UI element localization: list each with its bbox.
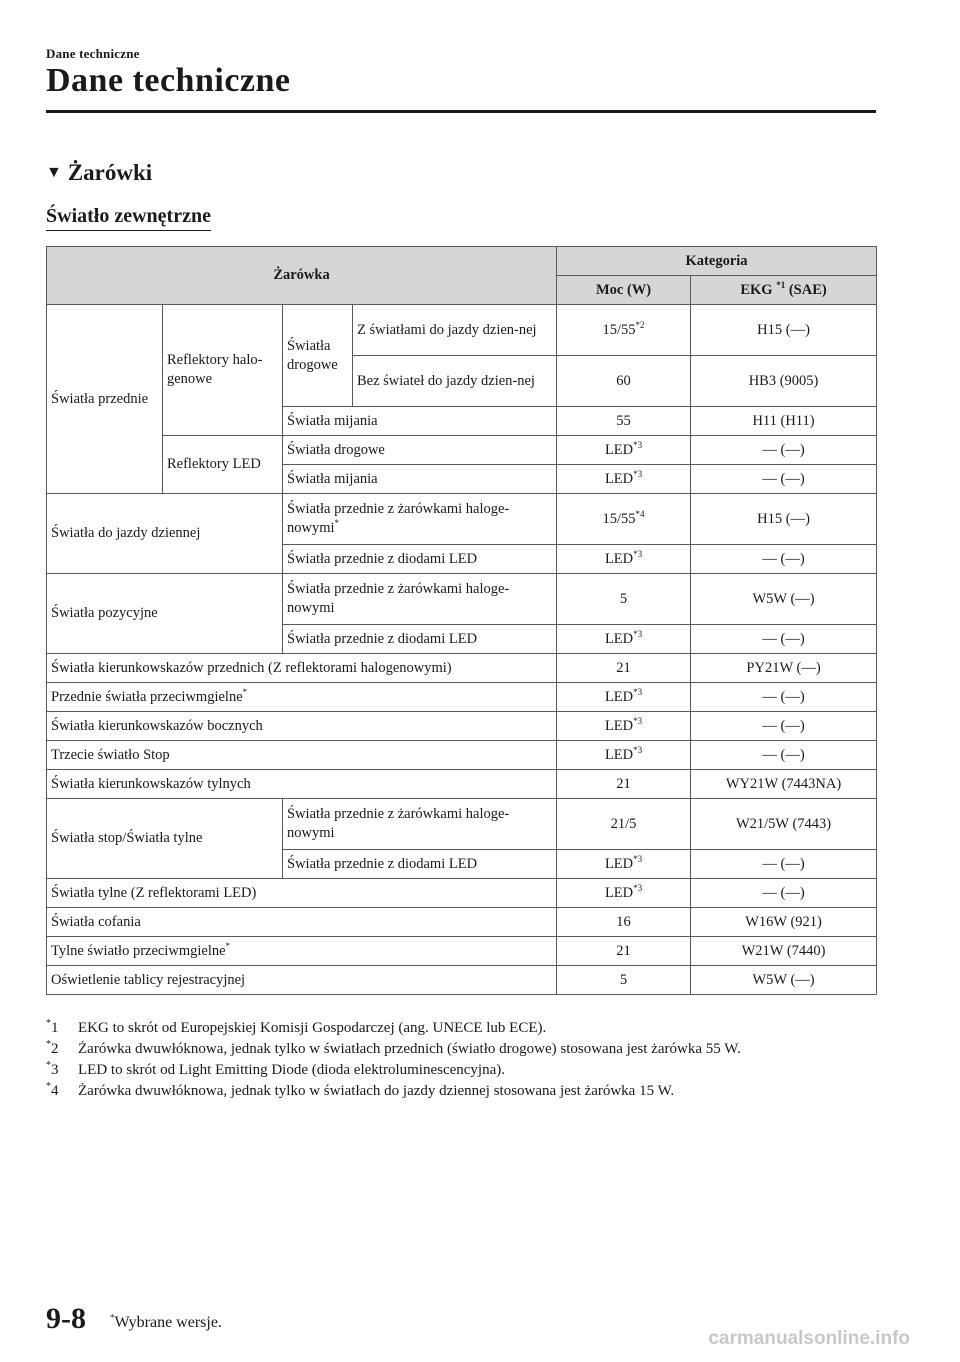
cell-power: 21/5 — [557, 799, 691, 850]
cell-power: LED$^{*3}$ — [557, 465, 691, 494]
cell-halogen-reflectors: Reflektory halo-genowe — [163, 305, 283, 436]
table-row — [47, 770, 877, 799]
cell-ekg: HB3 (9005) — [691, 356, 877, 407]
header-ekg: EKG $^{*1}$ (SAE) — [691, 276, 877, 305]
cell-power: LED$^{*3}$ — [557, 683, 691, 712]
cell-rear-fog: Tylne światło przeciwmgielne* — [47, 937, 557, 966]
cell-ekg: PY21W (―) — [691, 654, 877, 683]
cell-power: 21 — [557, 654, 691, 683]
cell-position-halogen: Światła przednie z żarówkami haloge-nowymi — [283, 574, 557, 625]
cell-led-low: Światła mijania — [283, 465, 557, 494]
cell-ekg: W21/5W (7443) — [691, 799, 877, 850]
cell-ekg: WY21W (7443NA) — [691, 770, 877, 799]
cell-power: LED$^{*3}$ — [557, 625, 691, 654]
cell-front-fog: Przednie światła przeciwmgielne* — [47, 683, 557, 712]
cell-drl-halogen: Światła przednie z żarówkami haloge-nowymi* — [283, 494, 557, 545]
cell-with-drl: Z światłami do jazdy dzien-nej — [353, 305, 557, 356]
cell-power: 60 — [557, 356, 691, 407]
cell-ekg: H15 (―) — [691, 305, 877, 356]
table-row — [47, 712, 877, 741]
table-row — [47, 879, 877, 908]
section-heading — [46, 160, 152, 186]
footnote-text: Żarówka dwuwłóknowa, jednak tylko w światłach do jazdy dziennej stosowana jest żarówka 15 W. — [78, 1083, 675, 1099]
cell-power: 21 — [557, 937, 691, 966]
cell-plate: Oświetlenie tablicy rejestracyjnej — [47, 966, 557, 995]
cell-power: 5 — [557, 966, 691, 995]
cell-tail-led: Światła tylne (Z reflektorami LED) — [47, 879, 557, 908]
cell-ekg: ― (―) — [691, 545, 877, 574]
table-row — [47, 741, 877, 770]
footnote: *3 LED to skrót od Light Emitting Diode (dioda elektroluminescencyjna). — [46, 1060, 886, 1081]
cell-ekg: ― (―) — [691, 741, 877, 770]
bulb-table — [46, 246, 877, 995]
cell-ekg: W5W (―) — [691, 966, 877, 995]
header-bulb: Żarówka — [47, 247, 557, 305]
cell-stop-halogen: Światła przednie z żarówkami haloge-nowymi — [283, 799, 557, 850]
cell-ekg: ― (―) — [691, 850, 877, 879]
cell-stop-tail: Światła stop/Światła tylne — [47, 799, 283, 879]
cell-power: LED$^{*3}$ — [557, 741, 691, 770]
cell-led-high: Światła drogowe — [283, 436, 557, 465]
cell-high-beam: Światła drogowe — [283, 305, 353, 407]
page-number: 9-8 — [46, 1302, 86, 1335]
footnote: *1 EKG to skrót od Europejskiej Komisji Gospodarczej (ang. UNECE lub ECE). — [46, 1018, 886, 1039]
cell-ekg: ― (―) — [691, 683, 877, 712]
cell-drl-led: Światła przednie z diodami LED — [283, 545, 557, 574]
cell-side-turn: Światła kierunkowskazów bocznych — [47, 712, 557, 741]
subsection-heading: Światło zewnętrzne — [46, 205, 211, 231]
cell-low-beam: Światła mijania — [283, 407, 557, 436]
footnote-text: LED to skrót od Light Emitting Diode (dioda elektroluminescencyjna). — [78, 1062, 505, 1078]
section-title: Żarówki — [67, 160, 153, 185]
header-power: Moc (W) — [557, 276, 691, 305]
cell-ekg: W16W (921) — [691, 908, 877, 937]
cell-power: LED$^{*3}$ — [557, 712, 691, 741]
header-rule — [46, 110, 876, 113]
cell-power: 15/55$^{*2}$ — [557, 305, 691, 356]
watermark: carmanualsonline.info — [708, 1328, 910, 1349]
cell-position-led: Światła przednie z diodami LED — [283, 625, 557, 654]
cell-power: 55 — [557, 407, 691, 436]
cell-stop-led: Światła przednie z diodami LED — [283, 850, 557, 879]
cell-without-drl: Bez świateł do jazdy dzien-nej — [353, 356, 557, 407]
cell-ekg: ― (―) — [691, 879, 877, 908]
cell-power: 16 — [557, 908, 691, 937]
cell-drl: Światła do jazdy dziennej — [47, 494, 283, 574]
table-row — [47, 654, 877, 683]
footnote-text: EKG to skrót od Europejskiej Komisji Gospodarczej (ang. UNECE lub ECE). — [78, 1020, 547, 1036]
chapter-title: Dane techniczne — [46, 62, 291, 99]
table-row — [47, 966, 877, 995]
cell-ekg: W21W (7440) — [691, 937, 877, 966]
table-row — [47, 574, 877, 625]
cell-power: LED$^{*3}$ — [557, 850, 691, 879]
table-row — [47, 494, 877, 545]
cell-front: Światła przednie — [47, 305, 163, 494]
footnotes — [46, 1018, 886, 1102]
cell-power: 15/55$^{*4}$ — [557, 494, 691, 545]
table-row — [47, 937, 877, 966]
footnote: *2 Żarówka dwuwłóknowa, jednak tylko w światłach przednich (światło drogowe) stosowana jest żarówka 55 W. — [46, 1039, 886, 1060]
cell-power: LED$^{*3}$ — [557, 879, 691, 908]
cell-power: 5 — [557, 574, 691, 625]
cell-third-stop: Trzecie światło Stop — [47, 741, 557, 770]
page-note: *Wybrane wersje. — [110, 1312, 222, 1331]
header-category: Kategoria — [557, 247, 877, 276]
footnote-text: Żarówka dwuwłóknowa, jednak tylko w światłach przednich (światło drogowe) stosowana jest żarówka 55 W. — [78, 1041, 741, 1057]
cell-ekg: H11 (H11) — [691, 407, 877, 436]
cell-rear-turn: Światła kierunkowskazów tylnych — [47, 770, 557, 799]
table-row — [47, 908, 877, 937]
cell-ekg: ― (―) — [691, 625, 877, 654]
cell-ekg: H15 (―) — [691, 494, 877, 545]
cell-led-reflectors: Reflektory LED — [163, 436, 283, 494]
table-row — [47, 683, 877, 712]
cell-position: Światła pozycyjne — [47, 574, 283, 654]
cell-reverse: Światła cofania — [47, 908, 557, 937]
running-header: Dane techniczne — [46, 46, 140, 61]
table-row — [47, 305, 877, 356]
cell-power: 21 — [557, 770, 691, 799]
table-header-row — [47, 247, 877, 276]
table-row — [47, 799, 877, 850]
cell-ekg: ― (―) — [691, 465, 877, 494]
cell-power: LED$^{*3}$ — [557, 545, 691, 574]
cell-power: LED$^{*3}$ — [557, 436, 691, 465]
cell-ekg: ― (―) — [691, 436, 877, 465]
footnote: *4 Żarówka dwuwłóknowa, jednak tylko w światłach do jazdy dziennej stosowana jest żarówka 15 W. — [46, 1081, 886, 1102]
cell-ekg: W5W (―) — [691, 574, 877, 625]
cell-front-turn: Światła kierunkowskazów przednich (Z reflektorami halogenowymi) — [47, 654, 557, 683]
cell-ekg: ― (―) — [691, 712, 877, 741]
table-row — [47, 436, 877, 465]
triangle-down-icon: ▼ — [46, 164, 62, 181]
